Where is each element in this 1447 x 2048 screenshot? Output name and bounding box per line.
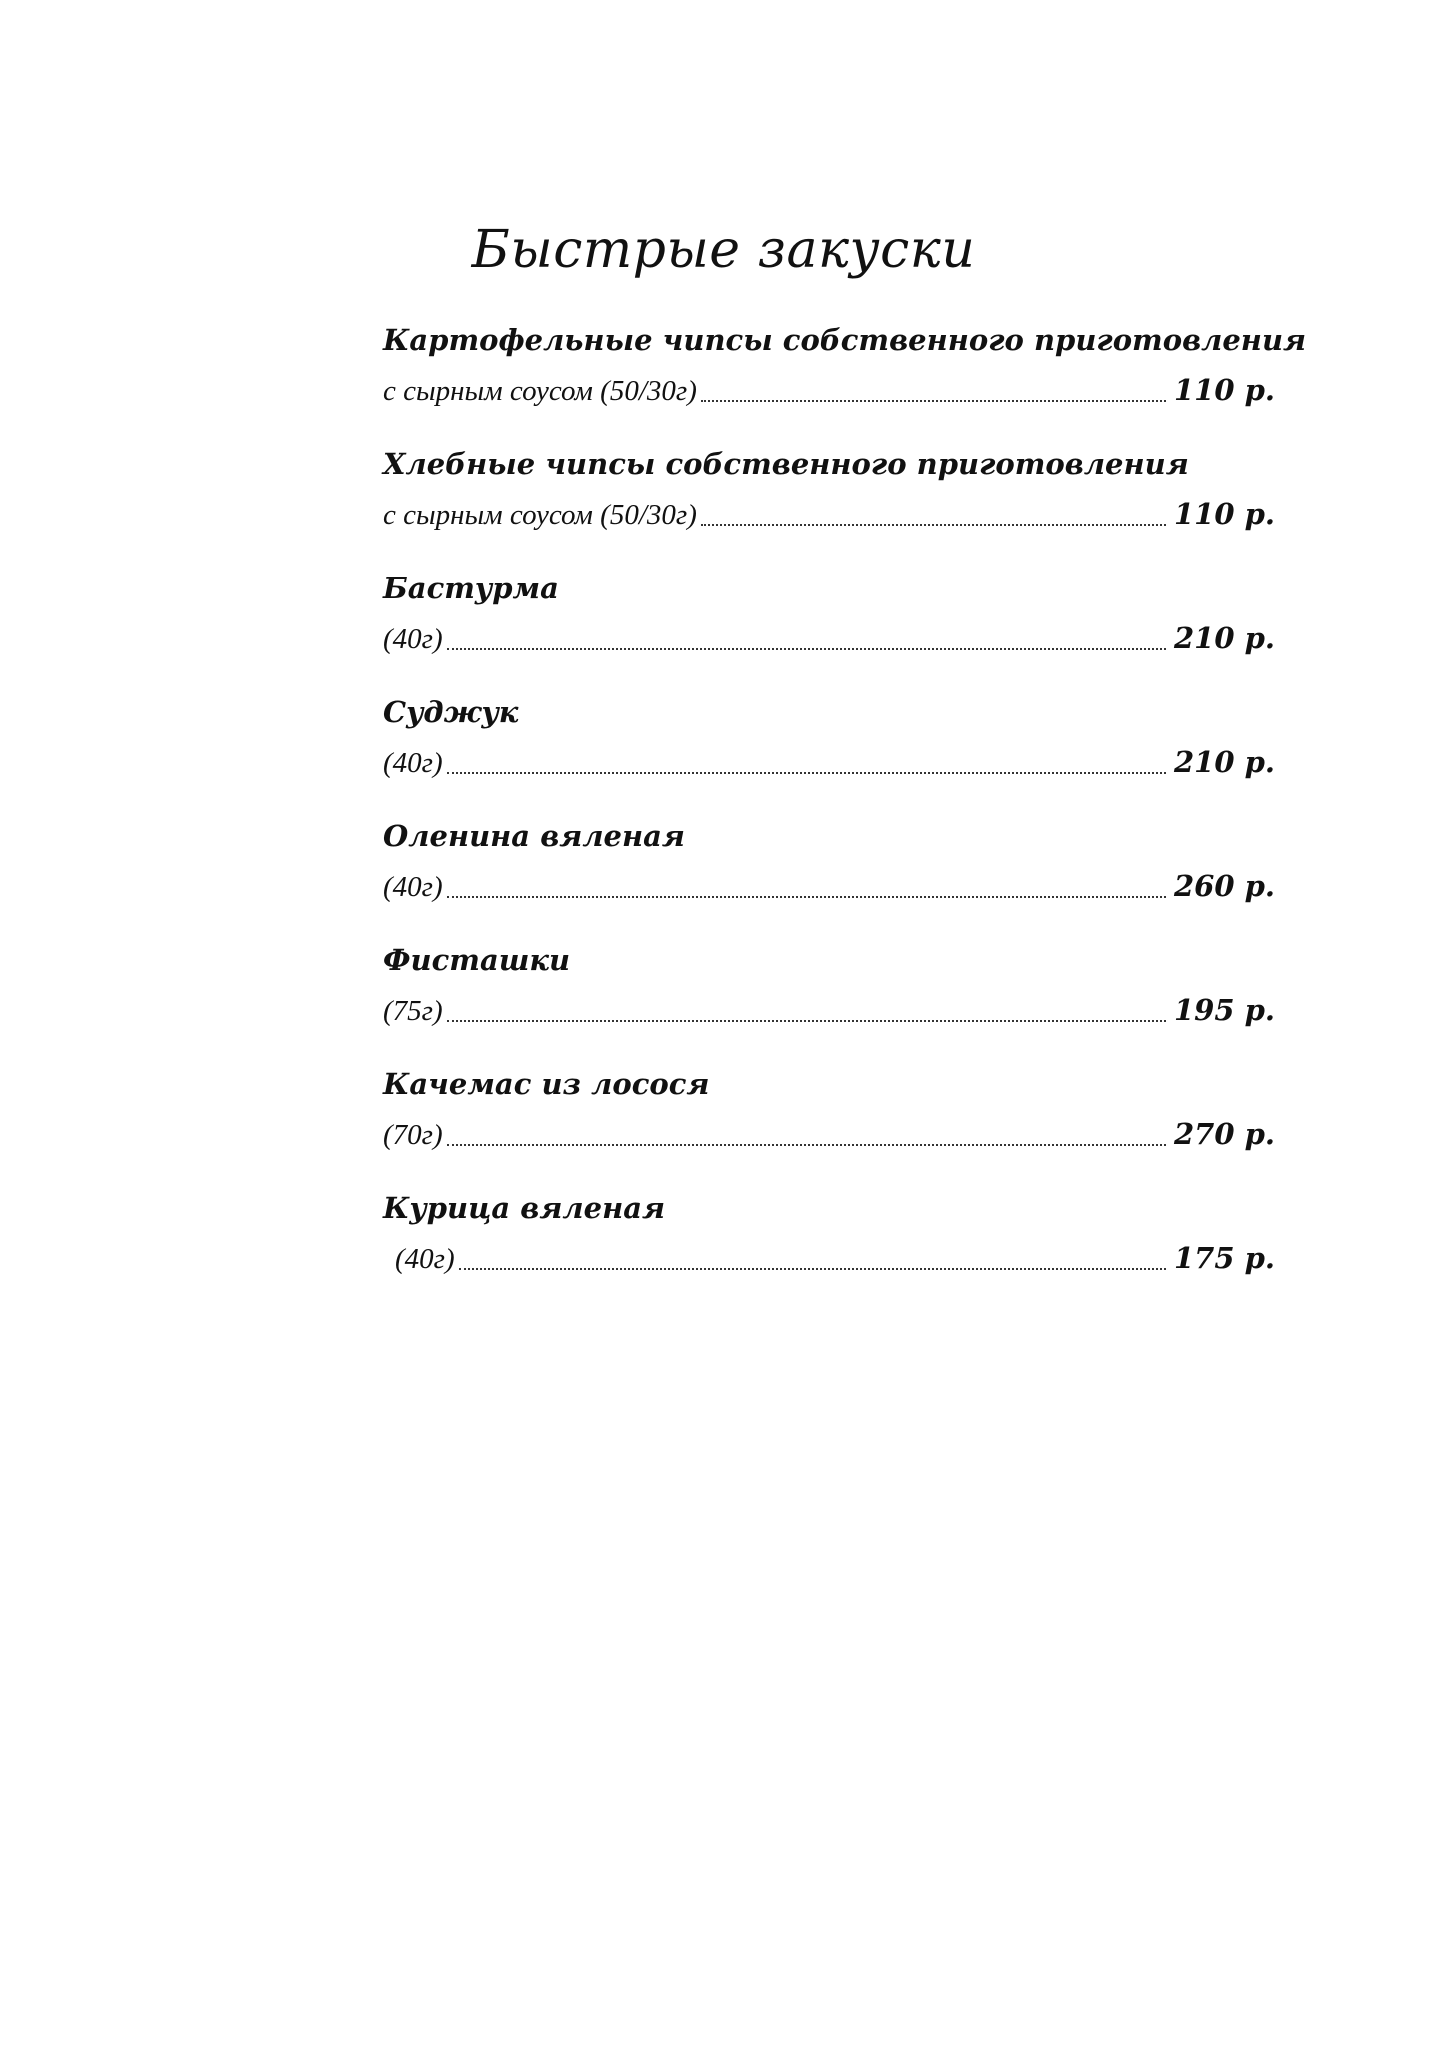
item-name: Суджук — [383, 695, 519, 729]
item-price: 110 р. — [1173, 497, 1275, 531]
menu-item — [383, 692, 1275, 816]
dot-leader — [447, 647, 1166, 650]
item-detail: (40г) — [383, 871, 443, 903]
item-line — [383, 742, 1275, 782]
item-line — [383, 990, 1275, 1030]
item-price: 270 р. — [1173, 1117, 1275, 1151]
menu-item — [383, 816, 1275, 940]
item-line — [383, 370, 1275, 410]
menu-list — [383, 320, 1307, 1312]
dot-leader — [459, 1267, 1166, 1270]
item-price: 210 р. — [1173, 745, 1275, 779]
item-detail: (70г) — [383, 1119, 443, 1151]
page-title: Быстрые закуски — [471, 220, 976, 280]
item-price: 195 р. — [1173, 993, 1275, 1027]
menu-item — [383, 320, 1307, 444]
item-detail: с сырным соусом (50/30г) — [383, 375, 697, 407]
item-price: 210 р. — [1173, 621, 1275, 655]
item-detail: (40г) — [395, 1243, 455, 1275]
item-line — [383, 494, 1275, 534]
item-name: Фисташки — [383, 943, 571, 977]
item-name: Бастурма — [383, 571, 559, 605]
dot-leader — [447, 771, 1166, 774]
dot-leader — [701, 523, 1166, 526]
item-detail: (40г) — [383, 747, 443, 779]
item-line — [383, 618, 1275, 658]
menu-item — [383, 1064, 1275, 1188]
item-name: Хлебные чипсы собственного приготовления — [383, 447, 1189, 481]
item-name: Курица вяленая — [383, 1191, 666, 1225]
dot-leader — [701, 399, 1166, 402]
item-line — [383, 1238, 1275, 1278]
item-price: 175 р. — [1173, 1241, 1275, 1275]
dot-leader — [447, 1143, 1166, 1146]
item-detail: (40г) — [383, 623, 443, 655]
item-name: Картофельные чипсы собственного приготовления — [383, 323, 1307, 357]
menu-item — [383, 940, 1275, 1064]
item-price: 110 р. — [1173, 373, 1275, 407]
item-line — [383, 1114, 1275, 1154]
menu-item — [383, 1188, 1275, 1312]
item-detail: (75г) — [383, 995, 443, 1027]
item-name: Качемас из лосося — [383, 1067, 710, 1101]
item-line — [383, 866, 1275, 906]
menu-item — [383, 444, 1275, 568]
dot-leader — [447, 895, 1166, 898]
item-name: Оленина вяленая — [383, 819, 686, 853]
item-detail: с сырным соусом (50/30г) — [383, 499, 697, 531]
dot-leader — [447, 1019, 1166, 1022]
menu-item — [383, 568, 1275, 692]
item-price: 260 р. — [1173, 869, 1275, 903]
